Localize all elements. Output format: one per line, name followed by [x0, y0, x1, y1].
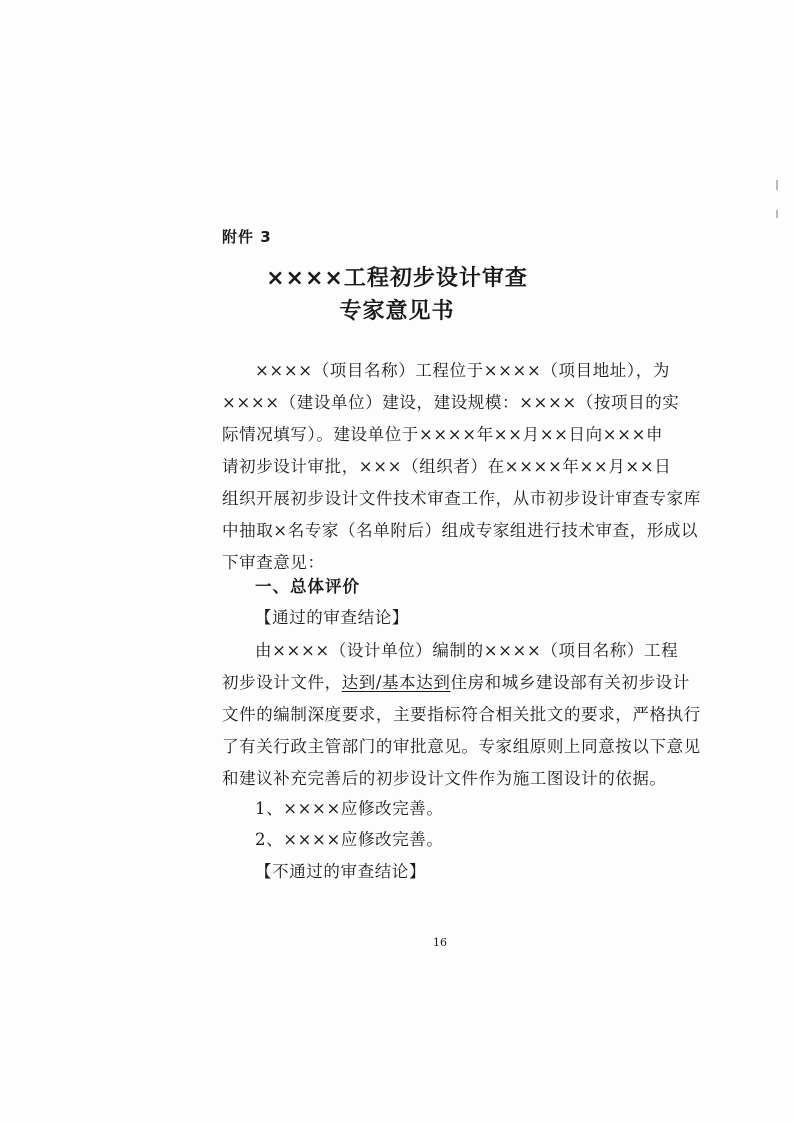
- pass-body-text: 住房和城乡建设部有关初步设计: [450, 673, 690, 692]
- underlined-option-text: 达到/基本达到: [341, 673, 451, 692]
- scan-artifact: [776, 210, 778, 218]
- fail-conclusion-label: 【不通过的审查结论】: [255, 862, 426, 881]
- list-item: 1、××××应修改完善。: [255, 799, 444, 818]
- pass-body-line: 和建议补充完善后的初步设计文件作为施工图设计的依据。: [222, 769, 667, 788]
- page-number: 16: [433, 936, 447, 949]
- pass-body-line: [222, 673, 690, 693]
- document-title-line-2: 专家意见书: [339, 299, 455, 324]
- annex-label: 附件 3: [222, 228, 272, 246]
- body-line: 际情况填写）。建设单位于××××年××月××日向×××申: [222, 425, 664, 444]
- pass-conclusion-label: 【通过的审查结论】: [255, 608, 409, 627]
- scan-artifact: [776, 180, 778, 190]
- body-line: ××××（建设单位）建设，建设规模：××××（按项目的实: [222, 393, 680, 412]
- body-line: 中抽取×名专家（名单附后）组成专家组进行技术审查，形成以: [222, 521, 699, 540]
- body-line: 组织开展初步设计文件技术审查工作，从市初步设计审查专家库: [222, 489, 701, 508]
- pass-body-line: 文件的编制深度要求，主要指标符合相关批文的要求，严格执行: [222, 705, 701, 724]
- body-line: 请初步设计审批，×××（组织者）在××××年××月××日: [222, 457, 672, 476]
- pass-body-line: 了有关行政主管部门的审批意见。专家组原则上同意按以下意见: [222, 737, 701, 756]
- pass-body-text: 初步设计文件，: [222, 673, 342, 692]
- body-line: 下审查意见：: [222, 553, 325, 572]
- pass-body-line: 由××××（设计单位）编制的××××（项目名称）工程: [255, 641, 679, 660]
- document-title-line-1: ××××工程初步设计审查: [266, 266, 528, 291]
- body-line: ××××（项目名称）工程位于××××（项目地址），为: [255, 361, 670, 380]
- list-item: 2、××××应修改完善。: [255, 830, 444, 849]
- section-heading: 一、总体评价: [255, 577, 360, 596]
